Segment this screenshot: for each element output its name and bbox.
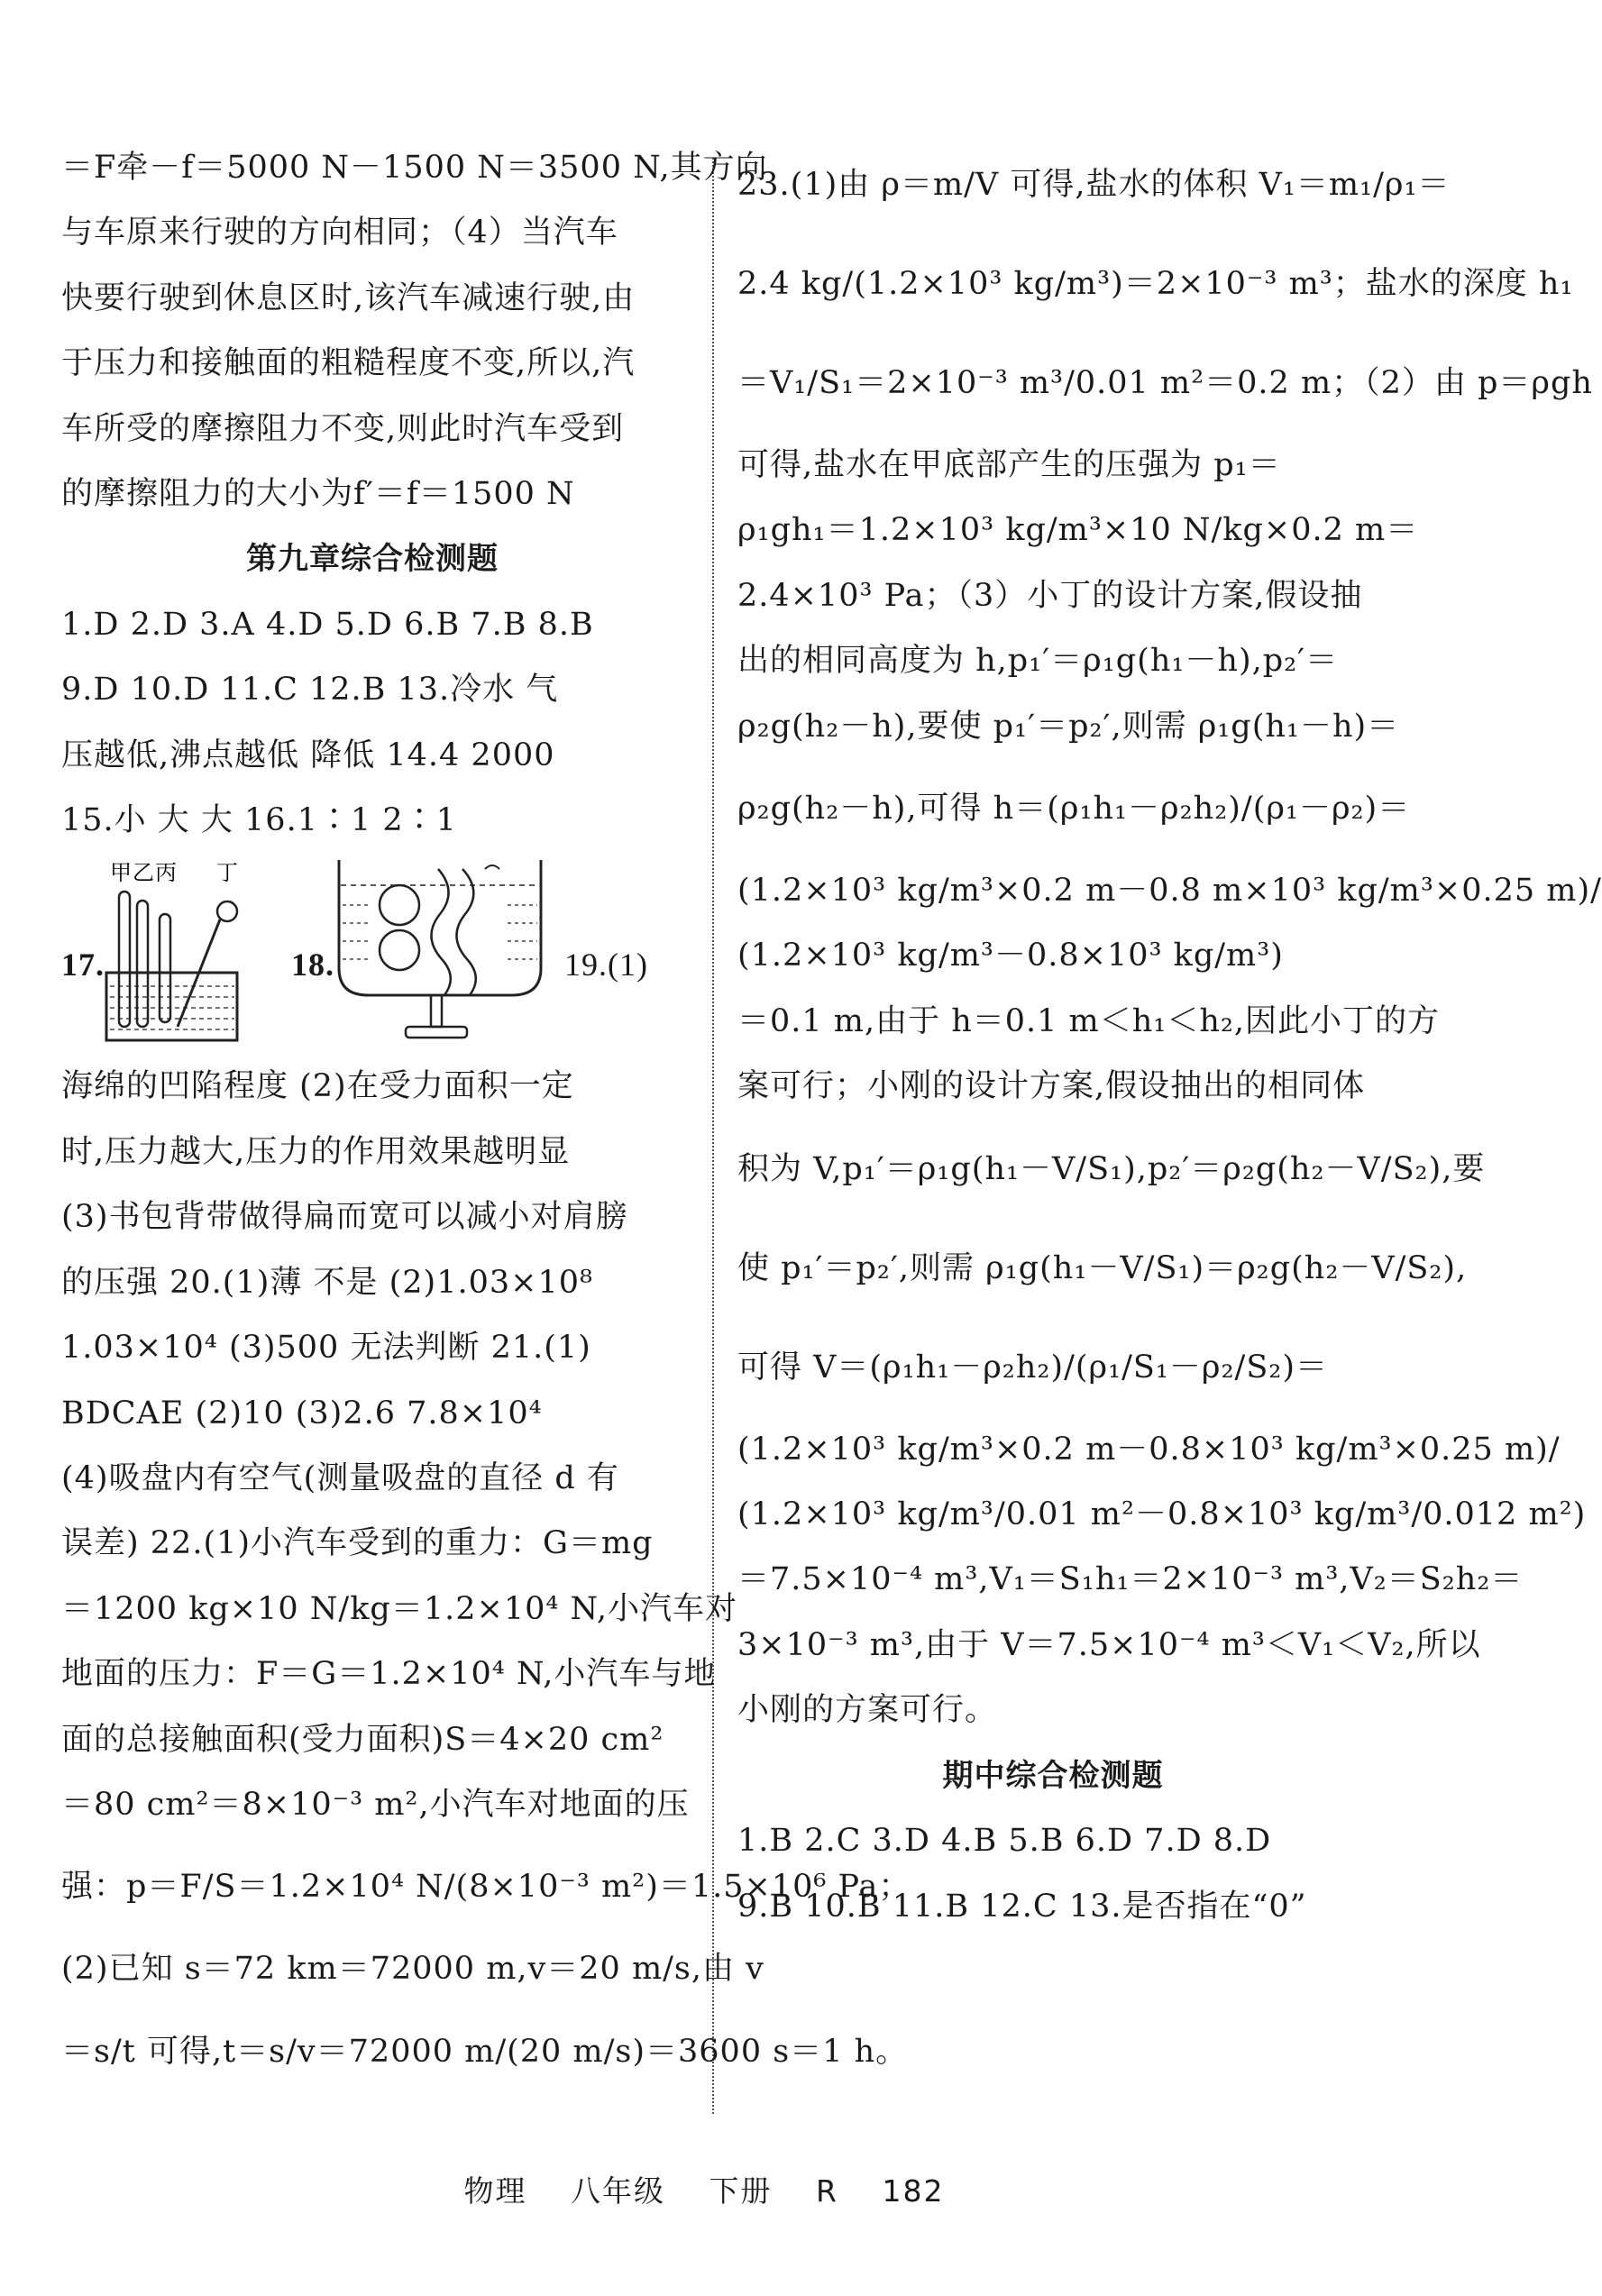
text-line: ρ₂g(h₂－h),要使 p₁′＝p₂′,则需 ρ₁g(h₁－h)＝ bbox=[737, 708, 1400, 745]
answer-line: 压越低,沸点越低 降低 14.4 2000 bbox=[61, 736, 555, 773]
answer-line: 15.小 大 大 16.1∶1 2∶1 bbox=[61, 802, 457, 839]
page-footer bbox=[0, 2168, 1408, 2210]
text-line: 23.(1)由 ρ＝m/V 可得,盐水的体积 V₁＝m₁/ρ₁＝ bbox=[737, 167, 1451, 203]
text-line: 出的相同高度为 h,p₁′＝ρ₁g(h₁－h),p₂′＝ bbox=[737, 643, 1339, 680]
text-line: ＝1200 kg×10 N/kg＝1.2×10⁴ N,小汽车对 bbox=[61, 1590, 738, 1627]
text-line: 1.03×10⁴ (3)500 无法判断 21.(1) bbox=[61, 1330, 591, 1367]
figures-17-18 bbox=[61, 860, 683, 1054]
text-line: 于压力和接触面的粗糙程度不变,所以,汽 bbox=[61, 345, 636, 382]
text-line: 快要行驶到休息区时,该汽车减速行驶,由 bbox=[61, 279, 636, 316]
column-divider bbox=[712, 158, 714, 2114]
text-line: (4)吸盘内有空气(测量吸盘的直径 d 有 bbox=[61, 1459, 619, 1496]
right-column bbox=[737, 135, 1602, 2118]
answer-line: 1.D 2.D 3.A 4.D 5.D 6.B 7.B 8.B bbox=[61, 606, 594, 643]
text-line: 与车原来行驶的方向相同；（4）当汽车 bbox=[61, 215, 618, 252]
text-line: 误差) 22.(1)小汽车受到的重力：G＝mg bbox=[61, 1525, 654, 1562]
answer-line: 9.D 10.D 11.C 12.B 13.冷水 气 bbox=[61, 672, 559, 709]
text-line: (1.2×10³ kg/m³/0.01 m²－0.8×10³ kg/m³/0.012 m²) bbox=[737, 1496, 1587, 1533]
fig17-ding-label: 丁 bbox=[216, 860, 239, 886]
text-line: (1.2×10³ kg/m³×0.2 m－0.8 m×10³ kg/m³×0.25 m)/ bbox=[737, 873, 1602, 910]
text-line: 强：p＝F/S＝1.2×10⁴ N/(8×10⁻³ m²)＝1.5×10⁶ Pa； bbox=[61, 1869, 911, 1906]
thermometer-figure bbox=[101, 860, 245, 1054]
text-line: (1.2×10³ kg/m³－0.8×10³ kg/m³) bbox=[737, 938, 1284, 974]
text-line: ＝F牵－f＝5000 N－1500 N＝3500 N,其方向 bbox=[61, 150, 768, 186]
text-line: (2)已知 s＝72 km＝72000 m,v＝20 m/s,由 v bbox=[61, 1951, 764, 1988]
text-line: ＝7.5×10⁻⁴ m³,V₁＝S₁h₁＝2×10⁻³ m³,V₂＝S₂h₂＝ bbox=[737, 1561, 1524, 1598]
text-line: (1.2×10³ kg/m³×0.2 m－0.8×10³ kg/m³×0.25 m)/ bbox=[737, 1431, 1561, 1468]
fig17-tubes-label: 甲乙丙 bbox=[110, 860, 178, 886]
text-line: ρ₂g(h₂－h),可得 h＝(ρ₁h₁－ρ₂h₂)/(ρ₁－ρ₂)＝ bbox=[737, 791, 1411, 828]
text-line: 时,压力越大,压力的作用效果越明显 bbox=[61, 1133, 571, 1170]
footer-edition: R bbox=[816, 2173, 838, 2209]
q19-label: 19.(1) bbox=[564, 947, 648, 983]
text-line: 车所受的摩擦阻力不变,则此时汽车受到 bbox=[61, 410, 625, 447]
text-line: 的压强 20.(1)薄 不是 (2)1.03×10⁸ bbox=[61, 1264, 594, 1301]
text-line: ＝0.1 m,由于 h＝0.1 m＜h₁＜h₂,因此小丁的方 bbox=[737, 1002, 1441, 1039]
text-line: 可得,盐水在甲底部产生的压强为 p₁＝ bbox=[737, 447, 1281, 483]
text-line: 的摩擦阻力的大小为f′＝f＝1500 N bbox=[61, 476, 575, 513]
text-line: 可得 V＝(ρ₁h₁－ρ₂h₂)/(ρ₁/S₁－ρ₂/S₂)＝ bbox=[737, 1349, 1328, 1386]
answer-line: 1.B 2.C 3.D 4.B 5.B 6.D 7.D 8.D bbox=[737, 1823, 1272, 1860]
connected-vessel-figure bbox=[332, 851, 548, 1054]
text-line: ρ₁gh₁＝1.2×10³ kg/m³×10 N/kg×0.2 m＝ bbox=[737, 512, 1419, 549]
page-number: 182 bbox=[882, 2173, 945, 2209]
footer-volume: 下册 bbox=[709, 2173, 773, 2209]
text-line: 积为 V,p₁′＝ρ₁g(h₁－V/S₁),p₂′＝ρ₂g(h₂－V/S₂),要 bbox=[737, 1150, 1486, 1187]
answer-line: 9.B 10.B 11.B 12.C 13.是否指在“0” bbox=[737, 1888, 1307, 1925]
footer-grade: 八年级 bbox=[571, 2173, 666, 2209]
text-line: (3)书包背带做得扁而宽可以减小对肩膀 bbox=[61, 1199, 628, 1236]
text-line: ＝s/t 可得,t＝s/v＝72000 m/(20 m/s)＝3600 s＝1 h。 bbox=[61, 2033, 909, 2070]
text-line: 3×10⁻³ m³,由于 V＝7.5×10⁻⁴ m³＜V₁＜V₂,所以 bbox=[737, 1626, 1481, 1663]
text-line: ＝V₁/S₁＝2×10⁻³ m³/0.01 m²＝0.2 m；（2）由 p＝ρgh bbox=[737, 365, 1593, 401]
text-line: ＝80 cm²＝8×10⁻³ m²,小汽车对地面的压 bbox=[61, 1786, 690, 1823]
text-line: 案可行；小刚的设计方案,假设抽出的相同体 bbox=[737, 1068, 1366, 1105]
chapter-9-title: 第九章综合检测题 bbox=[246, 541, 499, 578]
text-line: 海绵的凹陷程度 (2)在受力面积一定 bbox=[61, 1068, 574, 1105]
midterm-title: 期中综合检测题 bbox=[942, 1757, 1164, 1794]
fig17-label: 17. bbox=[61, 947, 105, 983]
text-line: BDCAE (2)10 (3)2.6 7.8×10⁴ bbox=[61, 1395, 543, 1432]
fig18-label: 18. bbox=[291, 947, 334, 983]
text-line: 使 p₁′＝p₂′,则需 ρ₁g(h₁－V/S₁)＝ρ₂g(h₂－V/S₂), bbox=[737, 1249, 1468, 1286]
text-line: 2.4 kg/(1.2×10³ kg/m³)＝2×10⁻³ m³；盐水的深度 h₁ bbox=[737, 266, 1574, 302]
text-line: 面的总接触面积(受力面积)S＝4×20 cm² bbox=[61, 1721, 664, 1758]
text-line: 2.4×10³ Pa；（3）小丁的设计方案,假设抽 bbox=[737, 577, 1363, 614]
text-line: 小刚的方案可行。 bbox=[737, 1692, 998, 1729]
text-line: 地面的压力：F＝G＝1.2×10⁴ N,小汽车与地 bbox=[61, 1656, 717, 1693]
footer-subject: 物理 bbox=[463, 2173, 527, 2209]
